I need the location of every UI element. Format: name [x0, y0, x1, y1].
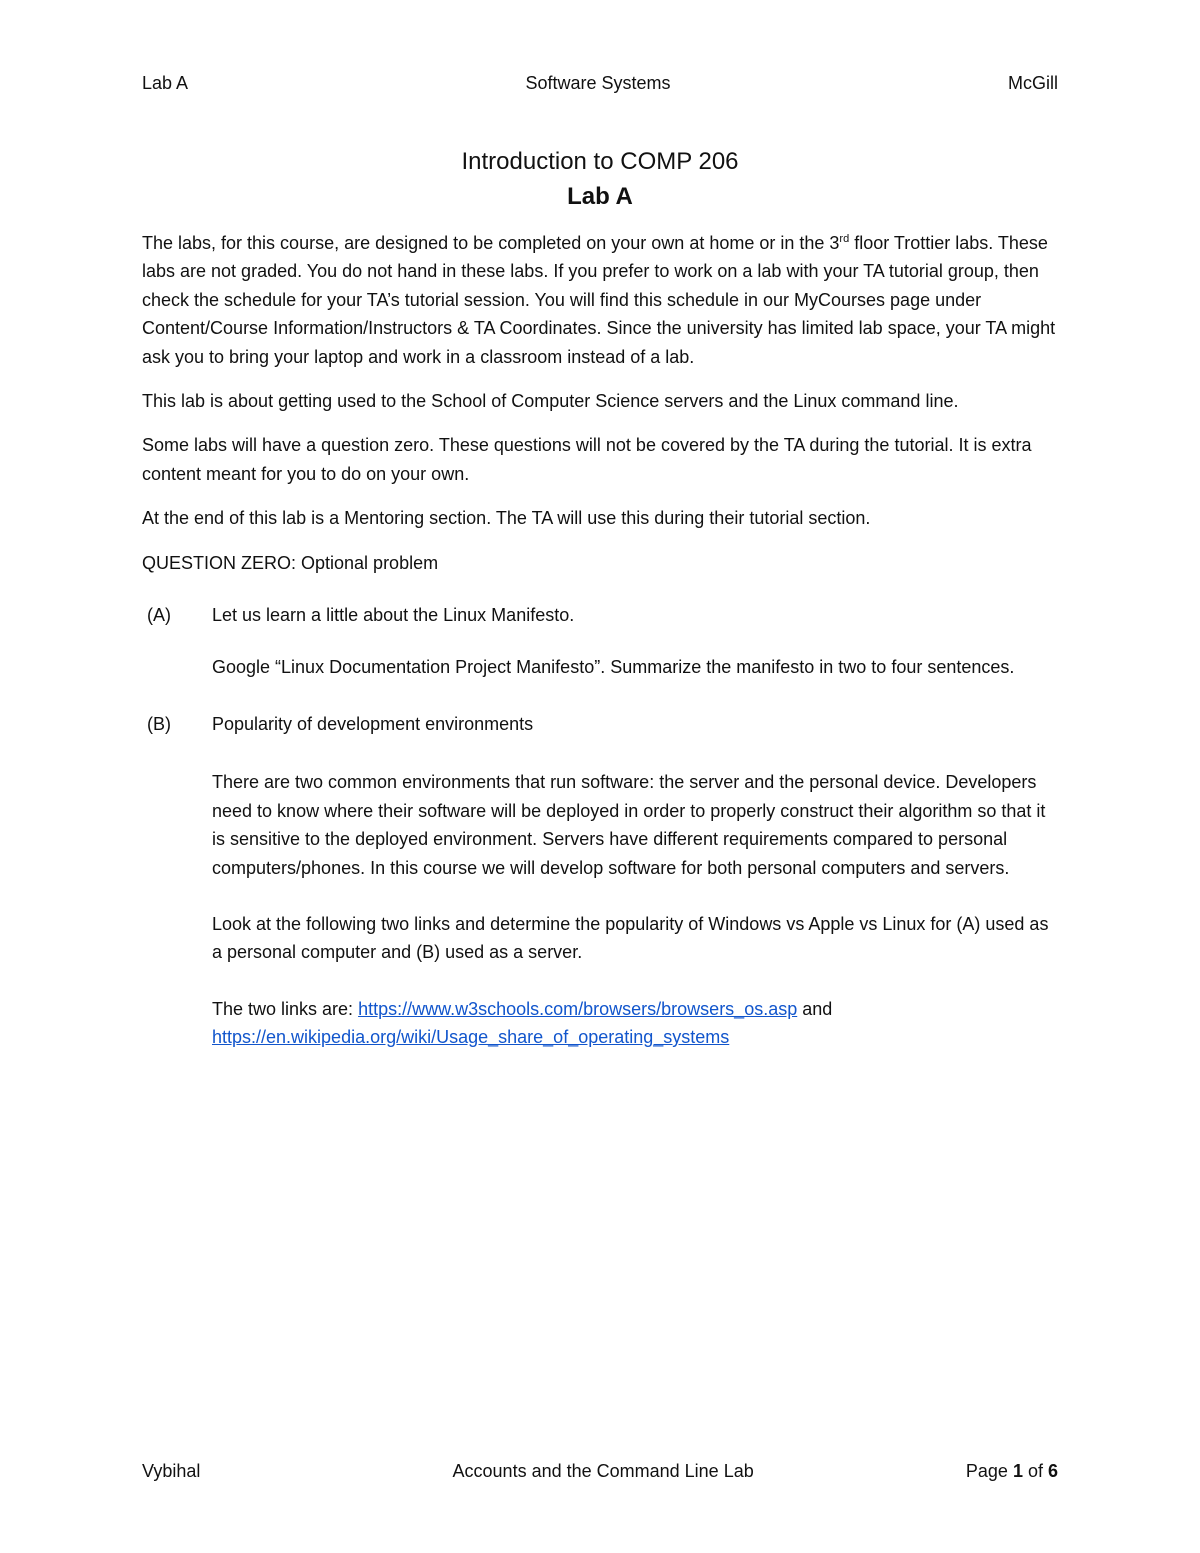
header-left: Lab A — [142, 73, 189, 93]
intro-paragraph — [142, 229, 1058, 371]
question-zero-heading: QUESTION ZERO: Optional problem — [142, 552, 439, 573]
item-a-content — [212, 653, 1058, 681]
intro-part1: The labs, for this course, are designed to be completed on your own at home or in the 3 — [142, 233, 840, 253]
page-indicator — [966, 1461, 1058, 1482]
item-b-label: (B) — [147, 713, 171, 734]
page-number: 1 — [1012, 1461, 1023, 1481]
page-word: Page — [965, 1461, 1013, 1481]
intro-part2: floor Trottier labs. These labs are not graded. You do not hand in these labs. If you prefer to work on a lab with your TA tutorial group, then check the schedule for your TA’s tutorial session. You will find this schedule in our MyCourses page under Content/Course Information/Instructors & TA Coordinates. Since the university has limited lab space, your TA might ask you to bring your laptop and work in a classroom instead of a lab. — [142, 233, 1056, 367]
intro-superscript: rd — [839, 233, 850, 245]
links-prefix: The two links are: — [212, 998, 359, 1019]
link-w3schools[interactable]: https://www.w3schools.com/browsers/browsers_os.asp — [358, 998, 798, 1019]
of-word: of — [1022, 1461, 1048, 1481]
title-line1: Introduction to COMP 206 — [461, 148, 739, 175]
document-body — [142, 229, 1058, 1080]
paragraph-question-zero: Some labs will have a question zero. These questions will not be covered by the TA during the tutorial. It is extra content meant for you to do on your own. — [142, 435, 1032, 484]
item-a-label: (A) — [147, 605, 171, 626]
item-b — [142, 710, 1058, 738]
item-b-paragraph1: There are two common environments that run software: the server and the personal device. Developers need to know where their software will be deployed in order to properly construct their algorithm so that it is sensitive to the deployed environment. Servers have different requirements compared to personal computers/phones. In this course we will develop software for both personal computers and servers. — [212, 772, 1046, 878]
links-and: and — [797, 998, 833, 1019]
page-footer — [142, 1461, 1058, 1482]
header-center: Software Systems — [525, 73, 671, 93]
item-a-body: Google “Linux Documentation Project Manifesto”. Summarize the manifesto in two to four sentences. — [212, 657, 1015, 678]
item-b-paragraph2: Look at the following two links and determine the popularity of Windows vs Apple vs Linux for (A) used as a personal computer and (B) used as a server. — [212, 913, 1049, 963]
title-line2: Lab A — [567, 183, 633, 210]
page-total: 6 — [1047, 1461, 1058, 1481]
footer-center: Accounts and the Command Line Lab — [452, 1461, 754, 1481]
document-title — [0, 144, 1200, 214]
footer-left: Vybihal — [142, 1461, 201, 1481]
paragraph-servers: This lab is about getting used to the School of Computer Science servers and the Linux command line. — [142, 391, 959, 412]
paragraph-mentoring: At the end of this lab is a Mentoring section. The TA will use this during their tutorial section. — [142, 508, 871, 529]
item-b-title: Popularity of development environments — [212, 713, 534, 734]
page-header — [142, 73, 1058, 94]
item-a — [142, 601, 1058, 629]
link-wikipedia[interactable]: https://en.wikipedia.org/wiki/Usage_share_of_operating_systems — [212, 1027, 730, 1048]
item-b-links — [212, 995, 1058, 1052]
item-a-title: Let us learn a little about the Linux Manifesto. — [212, 605, 575, 626]
item-b-content — [212, 768, 1058, 1051]
header-right: McGill — [1008, 73, 1058, 93]
